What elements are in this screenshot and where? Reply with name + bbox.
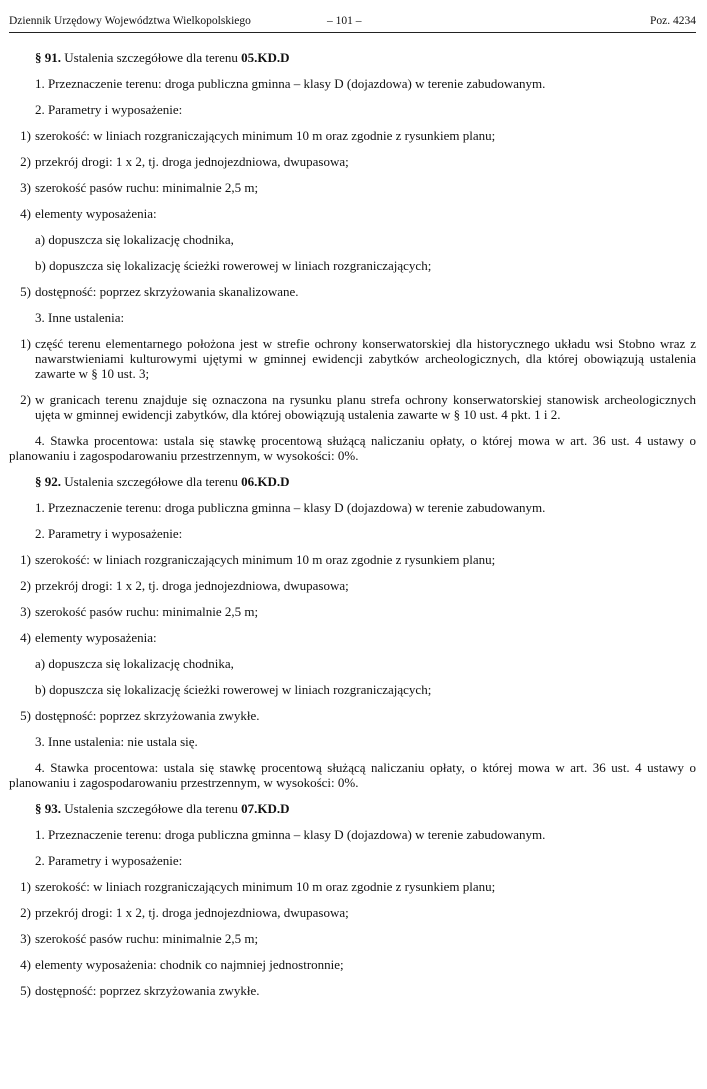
s91-item-4b: b) dopuszcza się lokalizację ścieżki rowerowej w liniach rozgraniczających; — [35, 258, 432, 273]
s91-parameters-heading: 2. Parametry i wyposażenie: — [35, 102, 183, 117]
s92-rate: 4. Stawka procentowa: ustala się stawkę procentową służącą naliczaniu opłaty, o której mowa w art. 36 ust. 4 ustawy o planowaniu i zagospodarowaniu przestrzennym, w wysokości: 0%. — [9, 760, 696, 790]
s92-other-heading: 3. Inne ustalenia: nie ustala się. — [35, 734, 198, 749]
s93-purpose: 1. Przeznaczenie terenu: droga publiczna gminna – klasy D (dojazdowa) w terenie zabudowanym. — [35, 827, 546, 842]
s92-item-5: 5) dostępność: poprzez skrzyżowania zwykłe. — [20, 708, 260, 723]
s93-item-1: 1) szerokość: w liniach rozgraniczających minimum 10 m oraz zgodnie z rysunkiem planu; — [20, 879, 496, 894]
s92-item-4a: a) dopuszcza się lokalizację chodnika, — [35, 656, 234, 671]
s93-item-2: 2) przekrój drogi: 1 x 2, tj. droga jednojezdniowa, dwupasowa; — [20, 905, 349, 920]
s91-item-5: 5) dostępność: poprzez skrzyżowania skanalizowane. — [20, 284, 299, 299]
s92-item-2: 2) przekrój drogi: 1 x 2, tj. droga jednojezdniowa, dwupasowa; — [20, 578, 349, 593]
s92-parameters-heading: 2. Parametry i wyposażenie: — [35, 526, 183, 541]
s93-item-4: 4) elementy wyposażenia: chodnik co najmniej jednostronnie; — [20, 957, 344, 972]
page-number: – 101 – — [327, 15, 362, 27]
position-number: Poz. 4234 — [650, 15, 696, 27]
s93-item-5: 5) dostępność: poprzez skrzyżowania zwykłe. — [20, 983, 260, 998]
s91-item-2: 2) przekrój drogi: 1 x 2, tj. droga jednojezdniowa, dwupasowa; — [20, 154, 349, 169]
s91-purpose: 1. Przeznaczenie terenu: droga publiczna gminna – klasy D (dojazdowa) w terenie zabudowanym. — [35, 76, 546, 91]
section-91-heading: § 91. Ustalenia szczegółowe dla terenu 05.KD.D — [35, 50, 290, 65]
s91-other-1: 1) część terenu elementarnego położona jest w strefie ochrony konserwatorskiej dla historycznego układu wsi Stobno wraz z nawarstwieniami kulturowymi ujętymi w gminnej ewidencji zabytków archeologicznych, dla której obowiązują ustalenia zawarte w § 10 ust. 3; — [20, 336, 696, 381]
s92-item-4b: b) dopuszcza się lokalizację ścieżki rowerowej w liniach rozgraniczających; — [35, 682, 432, 697]
s91-item-3: 3) szerokość pasów ruchu: minimalnie 2,5 m; — [20, 180, 259, 195]
journal-title: Dziennik Urzędowy Województwa Wielkopolskiego — [9, 15, 251, 27]
s92-item-1: 1) szerokość: w liniach rozgraniczających minimum 10 m oraz zgodnie z rysunkiem planu; — [20, 552, 496, 567]
s93-item-3: 3) szerokość pasów ruchu: minimalnie 2,5 m; — [20, 931, 259, 946]
s91-other-2: 2) w granicach terenu znajduje się oznaczona na rysunku planu strefa ochrony konserwatorskiej stanowisk archeologicznych ujęta w gminnej ewidencji zabytków, dla której obowiązują ustalenia zawarte w § 10 ust. 4 pkt. 1 i 2. — [20, 392, 696, 422]
s93-parameters-heading: 2. Parametry i wyposażenie: — [35, 853, 183, 868]
document-body — [9, 50, 696, 998]
s91-item-4: 4) elementy wyposażenia: — [20, 206, 157, 221]
s91-item-1: 1) szerokość: w liniach rozgraniczających minimum 10 m oraz zgodnie z rysunkiem planu; — [20, 128, 496, 143]
section-93-heading: § 93. Ustalenia szczegółowe dla terenu 07.KD.D — [35, 801, 290, 816]
section-92-heading: § 92. Ustalenia szczegółowe dla terenu 06.KD.D — [35, 474, 290, 489]
s91-other-heading: 3. Inne ustalenia: — [35, 310, 125, 325]
s91-item-4a: a) dopuszcza się lokalizację chodnika, — [35, 232, 234, 247]
s92-item-4: 4) elementy wyposażenia: — [20, 630, 157, 645]
s91-rate: 4. Stawka procentowa: ustala się stawkę procentową służącą naliczaniu opłaty, o której mowa w art. 36 ust. 4 ustawy o planowaniu i zagospodarowaniu przestrzennym, w wysokości: 0%. — [9, 433, 696, 463]
s92-purpose: 1. Przeznaczenie terenu: droga publiczna gminna – klasy D (dojazdowa) w terenie zabudowanym. — [35, 500, 546, 515]
s92-item-3: 3) szerokość pasów ruchu: minimalnie 2,5 m; — [20, 604, 259, 619]
page-header — [9, 12, 696, 33]
